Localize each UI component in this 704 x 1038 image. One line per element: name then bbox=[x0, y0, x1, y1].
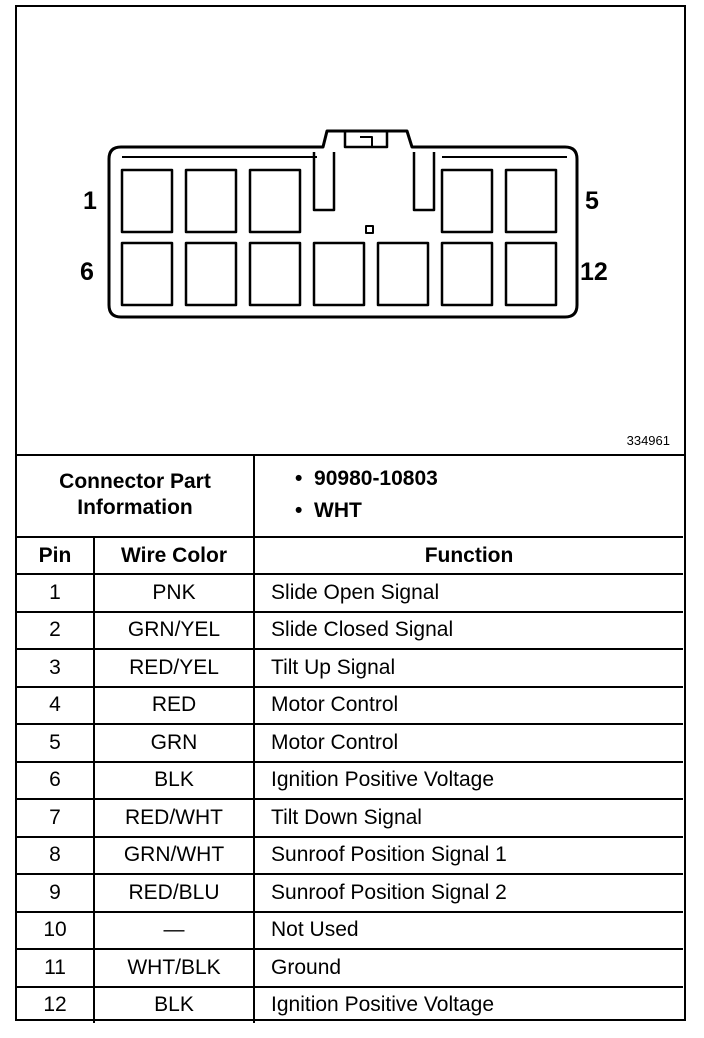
pin-cell: 12 bbox=[17, 987, 94, 1024]
wire-color-cell: RED bbox=[94, 687, 254, 725]
cavity-2 bbox=[186, 170, 236, 232]
connector-color: • WHT bbox=[295, 499, 362, 522]
figure-number: 334961 bbox=[626, 433, 670, 448]
pin-cell: 11 bbox=[17, 949, 94, 987]
cavity-9 bbox=[314, 243, 364, 305]
pin-cell: 9 bbox=[17, 874, 94, 912]
connector-part-number: • 90980-10803 bbox=[295, 467, 438, 490]
table-row bbox=[17, 724, 683, 762]
table-header bbox=[17, 537, 683, 574]
pin-cell: 2 bbox=[17, 612, 94, 650]
pin-cell: 10 bbox=[17, 912, 94, 950]
wire-color-cell: WHT/BLK bbox=[94, 949, 254, 987]
table-row bbox=[17, 874, 683, 912]
table-row bbox=[17, 687, 683, 725]
cavity-3 bbox=[250, 170, 300, 232]
table-row bbox=[17, 987, 683, 1024]
keyway-notch bbox=[314, 152, 434, 210]
pinout-table bbox=[17, 454, 683, 1023]
wire-color-cell: BLK bbox=[94, 762, 254, 800]
wire-color-cell: RED/WHT bbox=[94, 799, 254, 837]
wire-color-cell: GRN bbox=[94, 724, 254, 762]
function-cell: Slide Open Signal bbox=[254, 574, 683, 612]
header-function: Function bbox=[254, 537, 683, 574]
table-row bbox=[17, 949, 683, 987]
table-row bbox=[17, 762, 683, 800]
pin-cell: 1 bbox=[17, 574, 94, 612]
function-cell: Sunroof Position Signal 1 bbox=[254, 837, 683, 875]
cavity-12 bbox=[506, 243, 556, 305]
table-row bbox=[17, 799, 683, 837]
wire-color-cell: GRN/YEL bbox=[94, 612, 254, 650]
wire-color-cell: RED/BLU bbox=[94, 874, 254, 912]
cavity-4 bbox=[442, 170, 492, 232]
wire-color-cell: RED/YEL bbox=[94, 649, 254, 687]
header-pin: Pin bbox=[17, 537, 94, 574]
wire-color-cell: PNK bbox=[94, 574, 254, 612]
function-cell: Motor Control bbox=[254, 724, 683, 762]
cavity-7 bbox=[186, 243, 236, 305]
header-wire-color: Wire Color bbox=[94, 537, 254, 574]
function-cell: Ground bbox=[254, 949, 683, 987]
pin-cell: 6 bbox=[17, 762, 94, 800]
connector-drawing bbox=[17, 7, 683, 454]
pin-label-12: 12 bbox=[580, 258, 608, 286]
function-cell: Sunroof Position Signal 2 bbox=[254, 874, 683, 912]
table-row bbox=[17, 837, 683, 875]
cavity-5 bbox=[506, 170, 556, 232]
function-cell: Slide Closed Signal bbox=[254, 612, 683, 650]
function-cell: Ignition Positive Voltage bbox=[254, 987, 683, 1024]
wire-color-cell: — bbox=[94, 912, 254, 950]
function-cell: Motor Control bbox=[254, 687, 683, 725]
pin-cell: 4 bbox=[17, 687, 94, 725]
pin-cell: 7 bbox=[17, 799, 94, 837]
pin-label-6: 6 bbox=[80, 258, 94, 286]
function-cell: Ignition Positive Voltage bbox=[254, 762, 683, 800]
connector-info-values bbox=[254, 454, 683, 537]
pin-label-1: 1 bbox=[83, 187, 97, 215]
pin-cell: 5 bbox=[17, 724, 94, 762]
function-cell: Not Used bbox=[254, 912, 683, 950]
cavity-1 bbox=[122, 170, 172, 232]
function-cell: Tilt Down Signal bbox=[254, 799, 683, 837]
connector-info-row bbox=[17, 454, 683, 537]
pin-cell: 8 bbox=[17, 837, 94, 875]
connector-diagram bbox=[17, 7, 684, 456]
wire-color-cell: GRN/WHT bbox=[94, 837, 254, 875]
pin-cell: 3 bbox=[17, 649, 94, 687]
function-cell: Tilt Up Signal bbox=[254, 649, 683, 687]
table-row bbox=[17, 649, 683, 687]
cavity-6 bbox=[122, 243, 172, 305]
table-row bbox=[17, 612, 683, 650]
latch bbox=[345, 131, 387, 147]
table-row bbox=[17, 912, 683, 950]
connector-info-label: Connector Part Information bbox=[17, 454, 254, 537]
wire-color-cell: BLK bbox=[94, 987, 254, 1024]
table-row bbox=[17, 574, 683, 612]
cavity-11 bbox=[442, 243, 492, 305]
pin-label-5: 5 bbox=[585, 187, 599, 215]
cavity-10 bbox=[378, 243, 428, 305]
connector-sheet bbox=[15, 5, 686, 1021]
cavity-8 bbox=[250, 243, 300, 305]
